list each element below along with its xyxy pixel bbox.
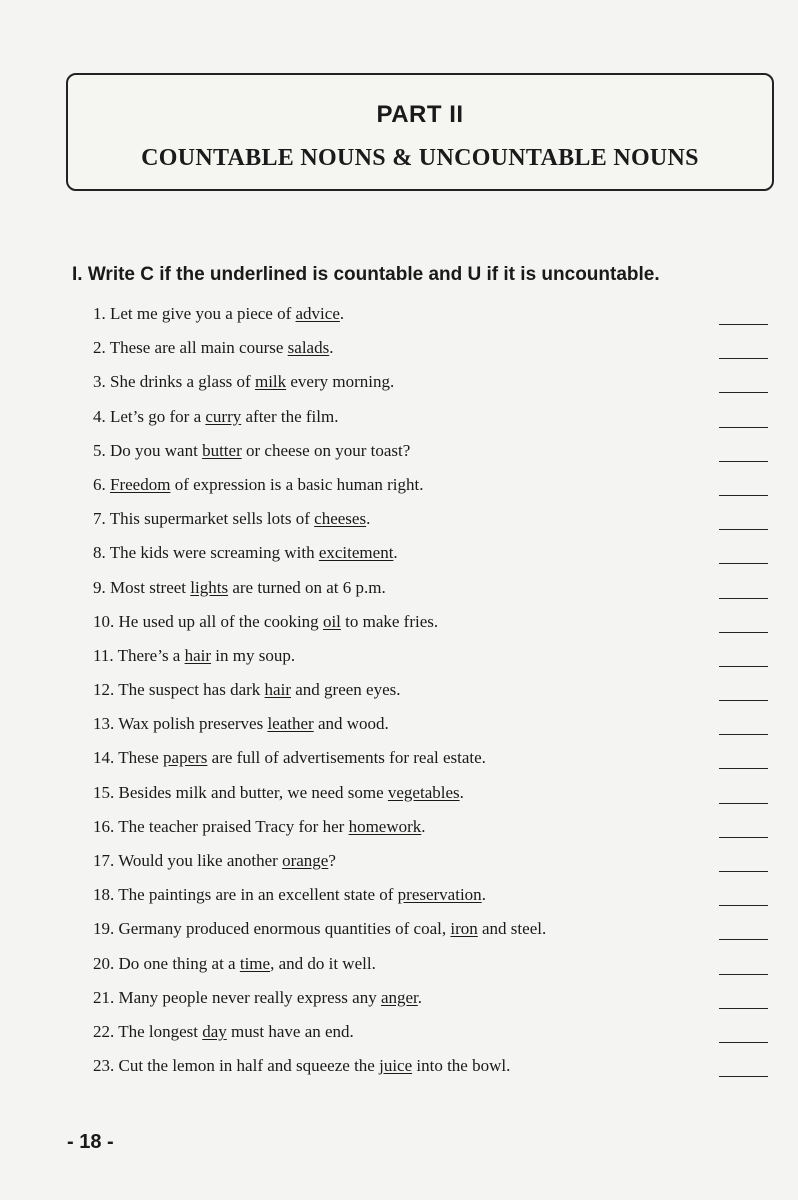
exercise-sentence xyxy=(93,441,410,461)
answer-blank[interactable] xyxy=(719,666,768,667)
underlined-noun: curry xyxy=(205,406,242,426)
exercise-item xyxy=(0,576,798,610)
exercise-item xyxy=(0,712,798,746)
exercise-list xyxy=(0,302,798,1088)
sentence-after: . xyxy=(339,304,345,323)
underlined-noun: Freedom xyxy=(110,474,171,494)
item-number: 2. xyxy=(93,338,106,358)
exercise-sentence xyxy=(93,543,398,563)
exercise-sentence xyxy=(93,372,394,392)
underlined-noun: orange xyxy=(282,851,329,870)
exercise-item xyxy=(0,302,798,336)
exercise-sentence xyxy=(93,509,370,529)
sentence-after: , and do it well. xyxy=(270,953,376,973)
sentence-after: . xyxy=(329,338,334,358)
exercise-item xyxy=(0,952,798,986)
underlined-noun: cheeses xyxy=(314,509,367,529)
exercise-sentence xyxy=(93,646,295,666)
item-number: 13. xyxy=(93,714,115,734)
sentence-before: Most street xyxy=(110,577,191,597)
item-number: 22. xyxy=(93,1021,115,1041)
item-number: 6. xyxy=(93,474,106,494)
underlined-noun: oil xyxy=(322,611,341,631)
underlined-noun: preservation xyxy=(397,885,482,905)
underlined-noun: vegetables xyxy=(387,782,460,802)
item-number: 3. xyxy=(93,372,106,392)
exercise-sentence xyxy=(93,338,333,358)
exercise-item xyxy=(0,439,798,473)
sentence-after: and wood. xyxy=(313,714,389,734)
exercise-item xyxy=(0,781,798,815)
answer-blank[interactable] xyxy=(719,529,768,530)
item-number: 17. xyxy=(93,851,115,870)
sentence-before: Besides milk and butter, we need some xyxy=(118,782,388,802)
exercise-item xyxy=(0,815,798,849)
underlined-noun: milk xyxy=(254,372,287,392)
answer-blank[interactable] xyxy=(719,837,768,838)
sentence-after: of expression is a basic human right. xyxy=(170,474,424,494)
exercise-sentence xyxy=(93,885,486,905)
sentence-before: This supermarket sells lots of xyxy=(109,509,315,529)
sentence-before: Cut the lemon in half and squeeze the xyxy=(118,1056,380,1076)
exercise-sentence xyxy=(93,475,424,495)
item-number: 14. xyxy=(93,748,115,768)
sentence-after: after the film. xyxy=(241,406,339,426)
item-number: 20. xyxy=(93,953,115,973)
sentence-after: every morning. xyxy=(286,372,395,392)
sentence-before: Germany produced enormous quantities of coal, xyxy=(118,919,451,939)
exercise-sentence xyxy=(93,612,438,632)
sentence-after: to make fries. xyxy=(340,611,439,631)
sentence-after: . xyxy=(459,782,464,802)
sentence-before: These are all main course xyxy=(109,338,288,358)
sentence-after: must have an end. xyxy=(226,1021,354,1041)
sentence-before: Do you want xyxy=(110,440,203,460)
answer-blank[interactable] xyxy=(719,700,768,701)
exercise-sentence xyxy=(93,748,486,768)
sentence-after: in my soup. xyxy=(211,645,296,665)
exercise-item xyxy=(0,405,798,439)
underlined-noun: papers xyxy=(163,748,208,768)
item-number: 10. xyxy=(93,611,115,631)
underlined-noun: time xyxy=(239,953,271,973)
sentence-before: Let me give you a piece of xyxy=(110,304,296,323)
answer-blank[interactable] xyxy=(719,905,768,906)
exercise-item xyxy=(0,986,798,1020)
answer-blank[interactable] xyxy=(719,768,768,769)
sentence-before: He used up all of the cooking xyxy=(118,611,323,631)
answer-blank[interactable] xyxy=(719,324,768,325)
exercise-sentence xyxy=(93,578,386,598)
answer-blank[interactable] xyxy=(719,1042,768,1043)
exercise-item xyxy=(0,1054,798,1088)
exercise-item xyxy=(0,883,798,917)
exercise-instruction: I. Write C if the underlined is countable and U if it is uncountable. xyxy=(72,264,660,285)
underlined-noun: salads xyxy=(287,338,330,358)
sentence-before: Many people never really express any xyxy=(118,987,381,1007)
sentence-before: The teacher praised Tracy for her xyxy=(118,816,349,836)
underlined-noun: lights xyxy=(190,577,229,597)
sentence-before: The suspect has dark xyxy=(118,680,265,700)
item-number: 8. xyxy=(93,543,106,563)
exercise-sentence xyxy=(93,817,426,837)
exercise-item xyxy=(0,1020,798,1054)
sentence-before: These xyxy=(118,748,164,768)
exercise-item xyxy=(0,849,798,883)
underlined-noun: homework xyxy=(348,816,422,836)
item-number: 21. xyxy=(93,987,115,1007)
underlined-noun: hair xyxy=(184,645,212,665)
exercise-sentence xyxy=(93,680,401,700)
item-number: 4. xyxy=(93,406,106,426)
answer-blank[interactable] xyxy=(719,563,768,564)
sentence-before: She drinks a glass of xyxy=(110,372,255,392)
answer-blank[interactable] xyxy=(719,1076,768,1077)
answer-blank[interactable] xyxy=(719,598,768,599)
answer-blank[interactable] xyxy=(719,632,768,633)
exercise-sentence xyxy=(93,1022,354,1042)
sentence-after: . xyxy=(366,509,371,529)
exercise-sentence xyxy=(93,919,546,939)
underlined-noun: juice xyxy=(379,1056,413,1076)
sentence-before: Wax polish preserves xyxy=(118,714,268,734)
item-number: 1. xyxy=(93,304,106,323)
exercise-sentence xyxy=(93,1056,510,1076)
answer-blank[interactable] xyxy=(719,461,768,462)
underlined-noun: leather xyxy=(267,714,314,734)
exercise-item xyxy=(0,473,798,507)
exercise-item xyxy=(0,336,798,370)
sentence-before: Let’s go for a xyxy=(110,406,206,426)
answer-blank[interactable] xyxy=(719,358,768,359)
part-title: PART II xyxy=(376,101,464,128)
exercise-item xyxy=(0,370,798,404)
answer-blank[interactable] xyxy=(719,939,768,940)
exercise-sentence xyxy=(93,304,344,324)
item-number: 12. xyxy=(93,680,115,700)
item-number: 9. xyxy=(93,577,106,597)
item-number: 15. xyxy=(93,782,115,802)
sentence-after: into the bowl. xyxy=(412,1056,511,1076)
item-number: 23. xyxy=(93,1056,115,1076)
sentence-after: . xyxy=(481,885,486,905)
page-number: - 18 - xyxy=(67,1131,114,1153)
answer-blank[interactable] xyxy=(719,1008,768,1009)
exercise-item xyxy=(0,610,798,644)
exercise-sentence xyxy=(93,407,338,427)
part-header-box xyxy=(66,73,774,191)
sentence-before: There’s a xyxy=(117,645,185,665)
answer-blank[interactable] xyxy=(719,871,768,872)
sentence-after: and green eyes. xyxy=(290,680,401,700)
sentence-after: ? xyxy=(328,851,336,870)
sentence-after: are full of advertisements for real estate. xyxy=(207,748,486,768)
sentence-after: . xyxy=(417,987,423,1007)
exercise-item xyxy=(0,507,798,541)
sentence-before: Would you like another xyxy=(118,851,283,870)
answer-blank[interactable] xyxy=(719,495,768,496)
sentence-after: . xyxy=(393,543,398,563)
sentence-before: The kids were screaming with xyxy=(109,543,319,563)
exercise-item xyxy=(0,644,798,678)
exercise-sentence xyxy=(93,988,422,1008)
item-number: 5. xyxy=(93,440,106,460)
item-number: 18. xyxy=(93,885,115,905)
exercise-item xyxy=(0,541,798,575)
underlined-noun: anger xyxy=(380,987,418,1007)
answer-blank[interactable] xyxy=(719,734,768,735)
sentence-after: or cheese on your toast? xyxy=(241,440,411,460)
answer-blank[interactable] xyxy=(719,427,768,428)
exercise-sentence xyxy=(93,954,376,974)
exercise-sentence xyxy=(93,714,389,734)
exercise-sentence xyxy=(93,783,464,803)
item-number: 19. xyxy=(93,919,115,939)
underlined-noun: butter xyxy=(202,440,242,460)
underlined-noun: advice xyxy=(295,304,340,323)
exercise-sentence xyxy=(93,851,336,871)
underlined-noun: day xyxy=(202,1021,227,1041)
underlined-noun: iron xyxy=(450,919,478,939)
sentence-before: The paintings are in an excellent state of xyxy=(118,885,398,905)
sentence-before: The longest xyxy=(118,1021,203,1041)
sentence-before: Do one thing at a xyxy=(118,953,240,973)
exercise-item xyxy=(0,746,798,780)
sentence-after: are turned on at 6 p.m. xyxy=(228,577,386,597)
item-number: 16. xyxy=(93,816,115,836)
part-subtitle: COUNTABLE NOUNS & UNCOUNTABLE NOUNS xyxy=(141,145,699,171)
exercise-item xyxy=(0,678,798,712)
answer-blank[interactable] xyxy=(719,974,768,975)
item-number: 11. xyxy=(93,645,114,665)
sentence-after: . xyxy=(421,816,426,836)
sentence-after: and steel. xyxy=(477,919,547,939)
item-number: 7. xyxy=(93,509,106,529)
answer-blank[interactable] xyxy=(719,392,768,393)
underlined-noun: hair xyxy=(264,680,291,700)
underlined-noun: excitement xyxy=(318,543,394,563)
answer-blank[interactable] xyxy=(719,803,768,804)
exercise-item xyxy=(0,917,798,951)
